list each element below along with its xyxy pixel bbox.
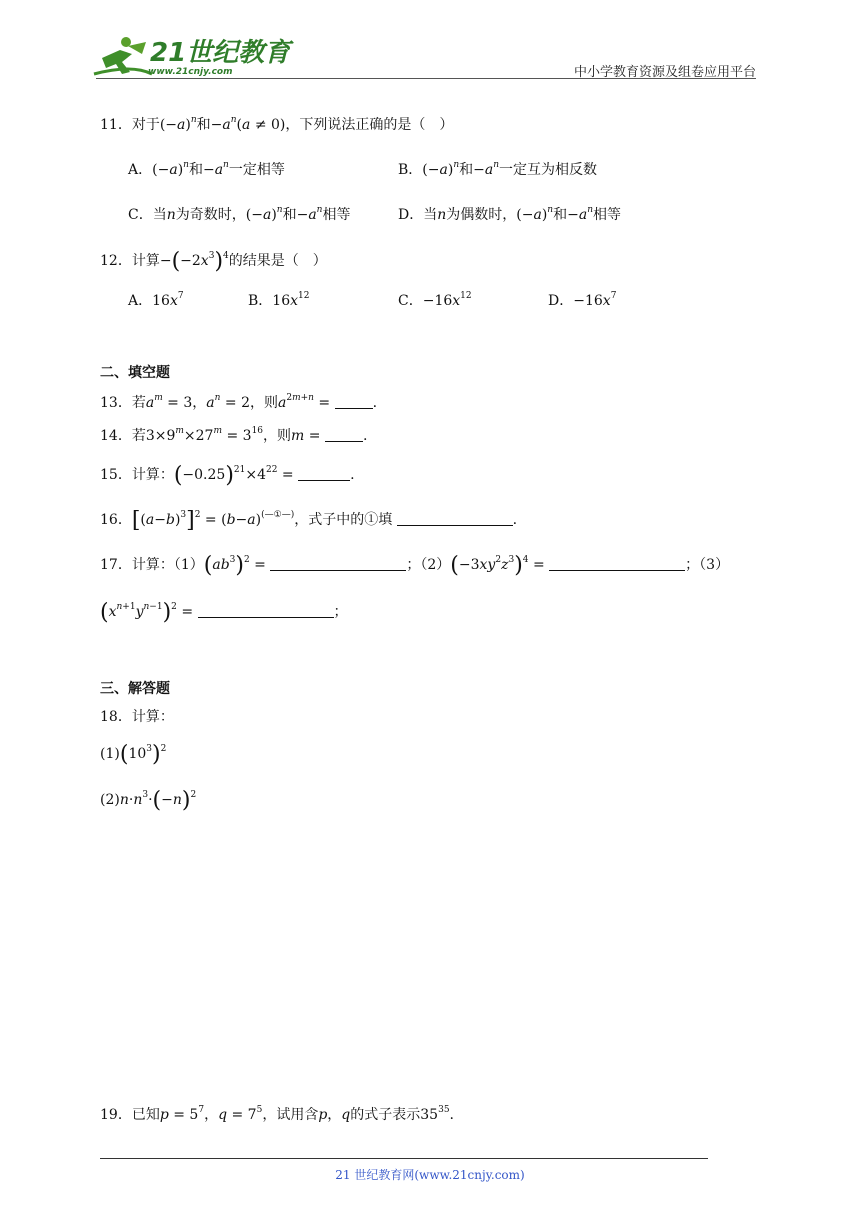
question-number: 13． bbox=[100, 395, 132, 411]
site-name: 中小学教育资源及组卷应用平台 bbox=[573, 65, 756, 80]
answer-blank[interactable] bbox=[270, 558, 406, 571]
option-text: 和 bbox=[282, 207, 297, 223]
question-text: 和 bbox=[196, 117, 211, 133]
question-13: 13．若$a^m = 3$，$a^n = 2$，则$a^{2m+n}$ = . bbox=[100, 393, 378, 411]
question-text: 的式子表示 bbox=[350, 1107, 421, 1123]
footer-divider bbox=[100, 1158, 708, 1159]
option-d[interactable]: D．当n为偶数时，$(-a)^n$和$-a^n$相等 bbox=[398, 205, 621, 223]
section-heading-solve: 三、解答题 bbox=[100, 681, 170, 697]
site-logo bbox=[92, 34, 291, 80]
question-number: 14． bbox=[100, 428, 132, 444]
question-12: 12．计算$-(-2x^3)^4$的结果是（ ） bbox=[100, 249, 327, 274]
question-text: 计算：（1） bbox=[131, 557, 204, 573]
question-15: 15．计算：$(-0.25)^{21}\times 4^{22}$ = . bbox=[100, 463, 355, 488]
option-text: 和 bbox=[553, 207, 568, 223]
option-text: 一定互为相反数 bbox=[499, 162, 598, 178]
question-text: ， bbox=[192, 395, 207, 411]
option-text: 一定相等 bbox=[228, 162, 285, 178]
option-text: 相等 bbox=[592, 207, 621, 223]
answer-blank[interactable] bbox=[397, 513, 513, 526]
option-a[interactable]: A．$16x^7$ bbox=[128, 291, 184, 309]
option-label: B． bbox=[248, 293, 273, 309]
option-b[interactable]: B．$16x^{12}$ bbox=[248, 291, 310, 309]
option-c[interactable]: C．当n为奇数时，$(-a)^n$和$-a^n$相等 bbox=[128, 205, 351, 223]
question-text: ；（2） bbox=[406, 557, 451, 573]
option-c[interactable]: C．$-16x^{12}$ bbox=[398, 291, 472, 309]
question-16: 16．$[(a-b)^3]^2 = (b-a)^{(—①—)}$，式子中的①填 . bbox=[100, 508, 518, 533]
answer-blank[interactable] bbox=[298, 468, 350, 481]
option-text: 为奇数时， bbox=[175, 207, 246, 223]
option-label: B． bbox=[398, 162, 423, 178]
question-18-part-1: $(1)(10^3)^2$ bbox=[100, 742, 167, 767]
sub-question-label: (1) bbox=[100, 746, 120, 762]
question-text: 计算： bbox=[131, 467, 174, 483]
question-number: 17． bbox=[100, 557, 132, 573]
question-text: ，则 bbox=[263, 428, 292, 444]
option-label: C．当 bbox=[128, 207, 167, 223]
logo-text: 21世纪教育 bbox=[150, 38, 291, 68]
question-text: 的结果是（ ） bbox=[228, 253, 327, 269]
header-divider bbox=[96, 78, 756, 79]
question-text: ，下列说法正确的是（ ） bbox=[285, 117, 454, 133]
question-text: 计算： bbox=[131, 709, 174, 725]
question-text: ，式子中的①填 bbox=[294, 512, 393, 528]
option-label: C． bbox=[398, 293, 423, 309]
answer-blank[interactable] bbox=[335, 396, 373, 409]
question-text: 计算 bbox=[131, 253, 160, 269]
question-number: 12． bbox=[100, 253, 132, 269]
question-14: 14．若$3\times 9^m\times 27^m = 3^{16}$，则m = . bbox=[100, 426, 368, 444]
section-heading-fill-blank: 二、填空题 bbox=[100, 365, 170, 381]
option-text: 为偶数时， bbox=[446, 207, 517, 223]
question-number: 16． bbox=[100, 512, 132, 528]
option-label: A． bbox=[128, 293, 153, 309]
answer-blank[interactable] bbox=[198, 605, 334, 618]
option-a[interactable]: A．$(-a)^n$和$-a^n$一定相等 bbox=[128, 160, 285, 178]
answer-blank[interactable] bbox=[325, 429, 363, 442]
question-11: 11．对于$(-a)^n$和$-a^n(a \ne 0)$，下列说法正确的是（ ） bbox=[100, 115, 454, 133]
option-text: 和 bbox=[188, 162, 203, 178]
option-text: 和 bbox=[459, 162, 474, 178]
footer-link[interactable]: 21 世纪教育网(www.21cnjy.com) bbox=[335, 1168, 525, 1182]
question-18-part-2: $(2)n\cdot n^3\cdot(-n)^2$ bbox=[100, 788, 197, 813]
question-text: 若 bbox=[131, 395, 146, 411]
question-text: ；（3） bbox=[685, 557, 730, 573]
option-label: A． bbox=[128, 162, 153, 178]
option-text: 相等 bbox=[322, 207, 351, 223]
answer-blank[interactable] bbox=[549, 558, 685, 571]
question-number: 19． bbox=[100, 1107, 132, 1123]
question-text: ，则 bbox=[249, 395, 278, 411]
question-text: ，试用含 bbox=[262, 1107, 319, 1123]
question-number: 11． bbox=[100, 117, 132, 133]
option-label: D．当 bbox=[398, 207, 438, 223]
question-number: 18． bbox=[100, 709, 132, 725]
question-19: 19．已知$p = 5^7$，$q = 7^5$，试用含p，q的式子表示$35^{35}$. bbox=[100, 1105, 454, 1123]
logo-url: www.21cnjy.com bbox=[148, 67, 233, 77]
question-17-part-3: $(x^{n+1}y^{n-1})^2$ = ； bbox=[100, 600, 348, 625]
option-d[interactable]: D．$-16x^7$ bbox=[548, 291, 617, 309]
question-text: 已知 bbox=[131, 1107, 160, 1123]
question-18 bbox=[100, 706, 174, 726]
sub-question-label: (2) bbox=[100, 792, 120, 808]
option-b[interactable]: B．$(-a)^n$和$-a^n$一定互为相反数 bbox=[398, 160, 598, 178]
option-label: D． bbox=[548, 293, 574, 309]
question-number: 15． bbox=[100, 467, 132, 483]
question-text: 若 bbox=[131, 428, 146, 444]
question-text: 对于 bbox=[131, 117, 160, 133]
question-17: 17．计算：$(1)(ab^3)^2$ = ；$(2)(-3xy^2z^3)^4$ = ；（3） bbox=[100, 553, 730, 578]
